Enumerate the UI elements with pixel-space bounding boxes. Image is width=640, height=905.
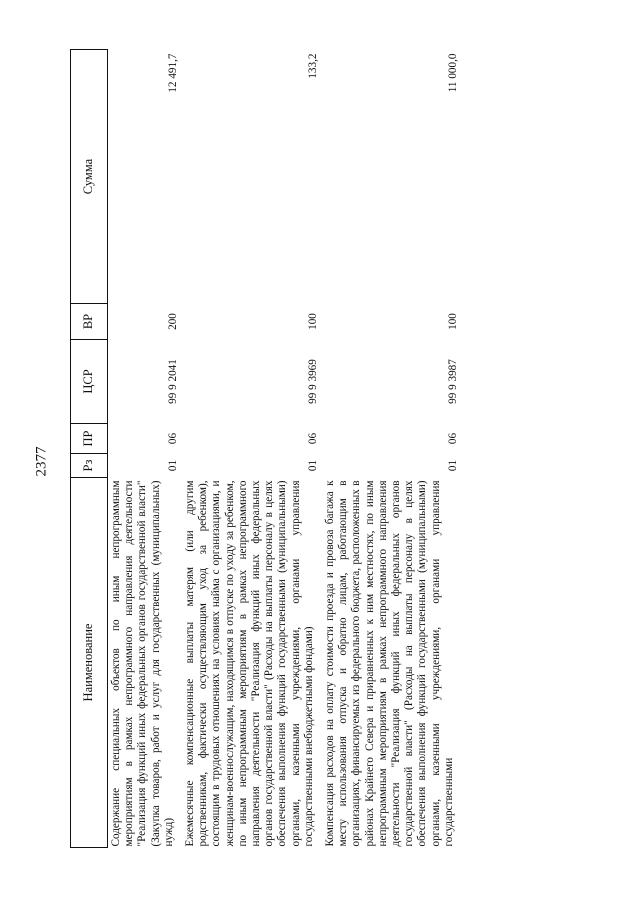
table-row: [322, 50, 462, 848]
rotated-table-area: [70, 50, 590, 848]
row-sum: 133,2: [306, 53, 319, 79]
table-body: [108, 50, 463, 848]
header-name: Наименование: [71, 478, 108, 848]
row-pr: 06: [166, 432, 179, 445]
rotated-table-frame: [70, 50, 590, 848]
header-rz: Рз: [71, 454, 108, 478]
row-pr: 06: [306, 432, 319, 445]
row-pr: 06: [446, 432, 459, 445]
row-name: Компенсация расходов на оплату стоимости проезда и провоза багажа к месту использования отпуска и обратно лицам, работающим в организациях, финансируемых из федерального бюджета, расположенных в районах Крайнего Севера и приравненных к ним местностях, по иным непрограммным мероприятиям в рамках непрограммного направления деятельности "Реализация функций иных федеральных органов государственной власти" (Расходы на выплаты персоналу в целях обеспечения выполнения функций государственными (муниципальными) органами, казенными учреждениями, органами управления государственными: [324, 480, 455, 847]
budget-table: [70, 49, 462, 848]
row-rz: 01: [306, 459, 319, 472]
row-rz: 01: [446, 459, 459, 472]
table-row: [182, 50, 322, 848]
table-header: [71, 50, 108, 848]
table-row: [108, 50, 183, 848]
header-vr: ВР: [71, 304, 108, 340]
row-rz: 01: [166, 459, 179, 472]
header-csr: ЦСР: [71, 340, 108, 424]
header-sum: Сумма: [71, 50, 108, 304]
header-pr: ПР: [71, 424, 108, 454]
row-sum: 11 000,0: [446, 53, 459, 93]
row-vr: 200: [166, 313, 179, 330]
page-number-text: 2377: [33, 446, 50, 476]
row-csr: 99 9 3987: [446, 359, 459, 404]
row-csr: 99 9 3969: [306, 359, 319, 404]
row-vr: 100: [306, 313, 319, 330]
row-sum: 12 491,7: [166, 53, 179, 93]
header-row: [71, 50, 108, 848]
row-name: Ежемесячные компенсационные выплаты матерям (или другим родственникам, фактически осуществляющим уход за ребенком), состоящим в трудовых отношениях на условиях найма с организациями, и женщинам-военнослужащим, находящимся в отпуске по уходу за ребенком, по иным непрограммным мероприятиям в рамках непрограммного направления деятельности "Реализация функций иных федеральных органов государственной власти" (Расходы на выплаты персоналу в целях обеспечения выполнения функций государственными (муниципальными) органами, казенными учреждениями, органами управления государственными внебюджетными фондами): [184, 480, 315, 847]
row-csr: 99 9 2041: [166, 359, 179, 404]
row-name: Содержание специальных объектов по иным непрограммным мероприятиям в рамках непрограммного направления деятельности "Реализация функций иных федеральных органов государственной власти" (Закупка товаров, работ и услуг для государственных (муниципальных) нужд): [110, 480, 175, 847]
row-vr: 100: [446, 313, 459, 330]
page-number: [31, 441, 53, 481]
